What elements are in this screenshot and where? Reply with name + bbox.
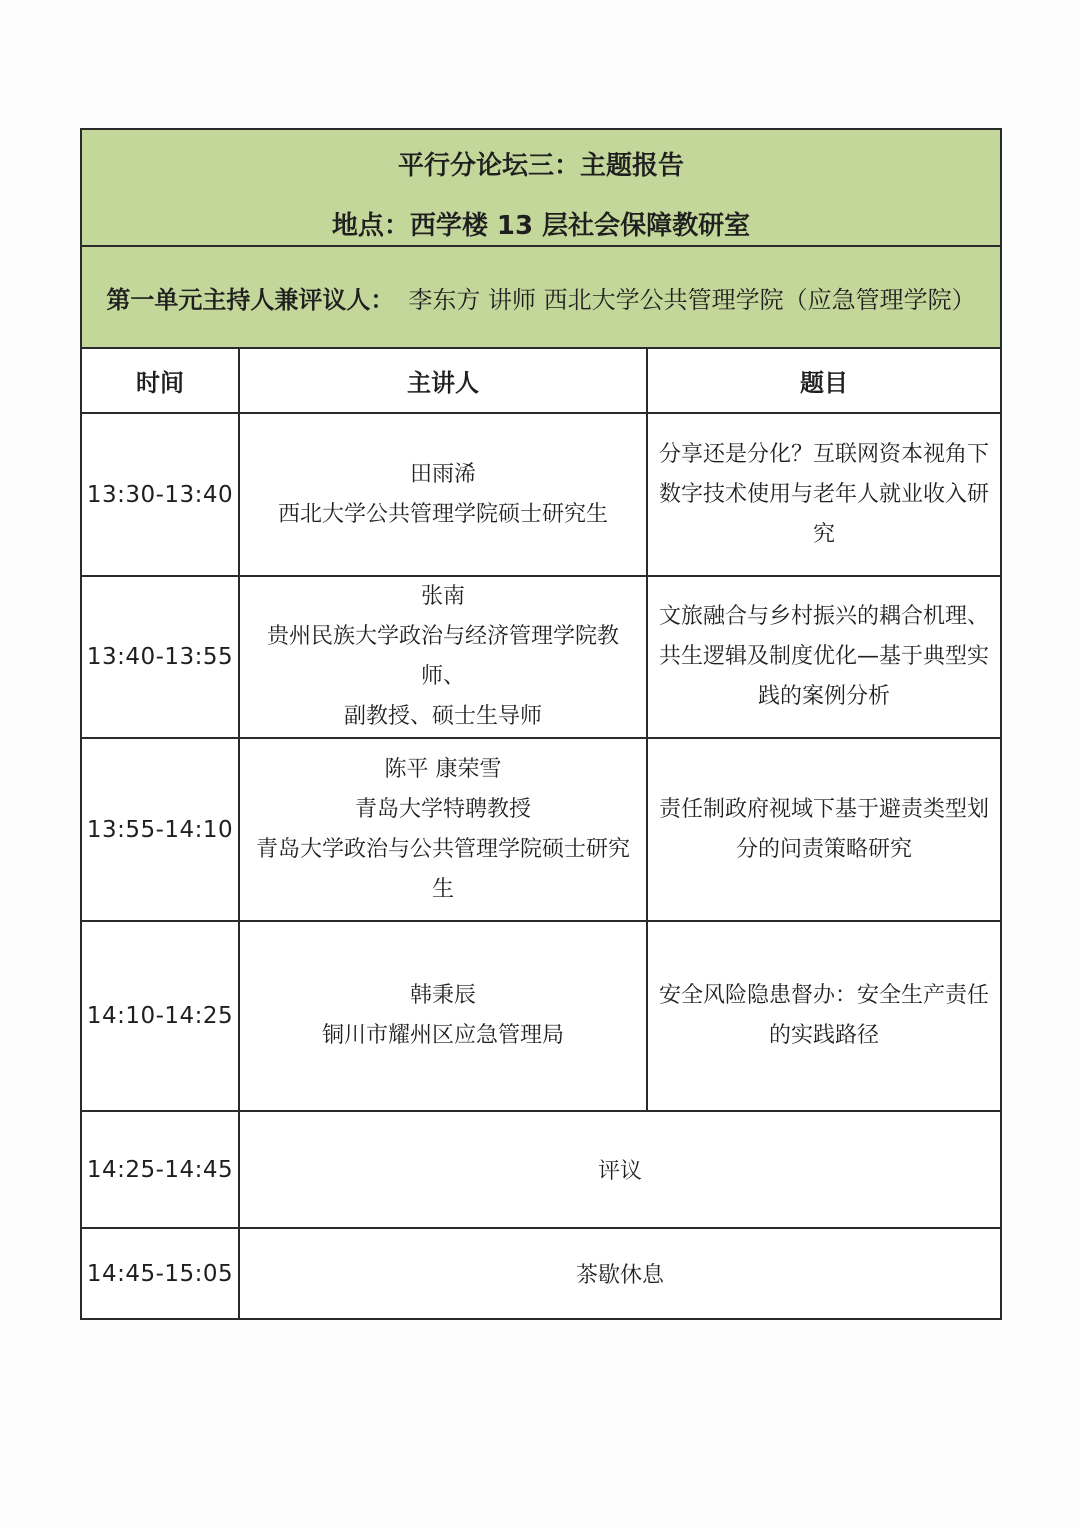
speaker-affiliation: 副教授、硕士生导师: [343, 704, 542, 729]
speaker-cell: [239, 576, 647, 738]
col-header-speaker: 主讲人: [239, 348, 647, 413]
moderator-value: 李东方 讲师 西北大学公共管理学院（应急管理学院）: [408, 285, 976, 314]
time-cell: 14:10-14:25: [81, 921, 239, 1111]
forum-location: 地点：西学楼 13 层社会保障教研室: [331, 210, 751, 241]
review-cell: 评议: [239, 1111, 1001, 1228]
speaker-name: 韩秉辰: [409, 983, 476, 1008]
time-cell: 14:45-15:05: [81, 1228, 239, 1319]
moderator-label: 第一单元主持人兼评议人：: [106, 285, 395, 314]
speaker-cell: [239, 413, 647, 576]
tea-break-row: [81, 1228, 1001, 1319]
moderator-cell: [81, 246, 1001, 348]
col-header-time: 时间: [81, 348, 239, 413]
forum-title: 平行分论坛三：主题报告: [397, 150, 684, 181]
speaker-cell: [239, 738, 647, 921]
speaker-affiliation: 青岛大学政治与公共管理学院硕士研究生: [256, 836, 631, 902]
speaker-name: 陈平 康荣雪: [384, 756, 502, 782]
moderator-row: [81, 246, 1001, 348]
speaker-affiliation: 铜川市耀州区应急管理局: [321, 1023, 564, 1048]
session-row-1: [81, 413, 1001, 576]
schedule-table: [80, 128, 1002, 1320]
column-header-row: [81, 348, 1001, 413]
topic-cell: 分享还是分化？互联网资本视角下数字技术使用与老年人就业收入研究: [647, 413, 1001, 576]
review-row: [81, 1111, 1001, 1228]
speaker-affiliation: 青岛大学特聘教授: [354, 796, 531, 822]
forum-title-row: [81, 129, 1001, 246]
topic-cell: 安全风险隐患督办：安全生产责任的实践路径: [647, 921, 1001, 1111]
col-header-topic: 题目: [647, 348, 1001, 413]
speaker-affiliation: 贵州民族大学政治与经济管理学院教师、: [266, 624, 619, 689]
speaker-cell: [239, 921, 647, 1111]
session-row-4: [81, 921, 1001, 1111]
speaker-name: 张南: [420, 584, 465, 609]
topic-cell: 责任制政府视域下基于避责类型划分的问责策略研究: [647, 738, 1001, 921]
speaker-affiliation: 西北大学公共管理学院硕士研究生: [277, 501, 608, 527]
session-row-3: [81, 738, 1001, 921]
tea-break-cell: 茶歇休息: [239, 1228, 1001, 1319]
speaker-name: 田雨浠: [409, 461, 476, 487]
time-cell: 13:55-14:10: [81, 738, 239, 921]
time-cell: 13:40-13:55: [81, 576, 239, 738]
time-cell: 14:25-14:45: [81, 1111, 239, 1228]
time-cell: 13:30-13:40: [81, 413, 239, 576]
topic-cell: 文旅融合与乡村振兴的耦合机理、共生逻辑及制度优化—基于典型实践的案例分析: [647, 576, 1001, 738]
session-row-2: [81, 576, 1001, 738]
forum-title-cell: [81, 129, 1001, 246]
